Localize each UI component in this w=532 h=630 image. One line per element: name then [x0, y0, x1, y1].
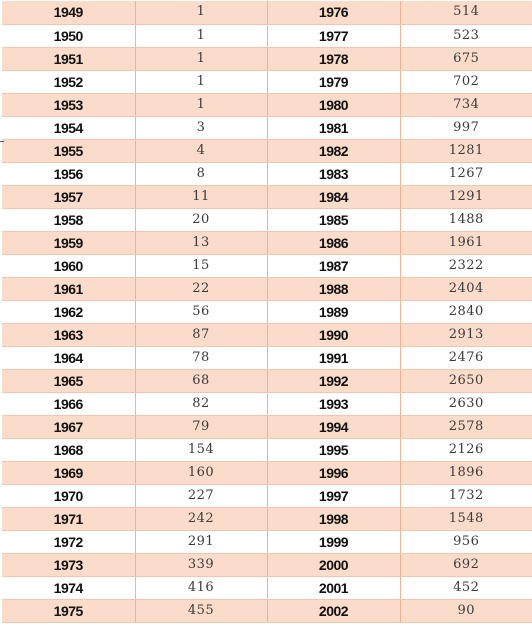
- year-cell-left: 1975: [2, 599, 135, 622]
- count-cell-left: 339: [135, 553, 267, 576]
- count-cell-right: 1961: [400, 231, 532, 254]
- count-cell-left: 4: [135, 139, 267, 162]
- year-cell-right: 1980: [267, 93, 400, 116]
- year-cell-right: 2000: [267, 553, 400, 576]
- year-cell-right: 1996: [267, 461, 400, 484]
- count-cell-left: 56: [135, 300, 267, 323]
- year-cell-right: 1998: [267, 507, 400, 530]
- year-cell-right: 1983: [267, 162, 400, 185]
- year-cell-left: 1958: [2, 208, 135, 231]
- year-cell-left: 1966: [2, 392, 135, 415]
- year-cell-right: 2001: [267, 576, 400, 599]
- count-cell-left: 242: [135, 507, 267, 530]
- year-cell-right: 1993: [267, 392, 400, 415]
- margin-tick-mark: [0, 141, 4, 142]
- year-cell-left: 1955: [2, 139, 135, 162]
- count-cell-right: 1548: [400, 507, 532, 530]
- year-cell-left: 1967: [2, 415, 135, 438]
- count-cell-right: 734: [400, 93, 532, 116]
- year-cell-right: 1999: [267, 530, 400, 553]
- count-cell-right: 1732: [400, 484, 532, 507]
- year-cell-right: 1989: [267, 300, 400, 323]
- count-cell-left: 3: [135, 116, 267, 139]
- year-cell-left: 1956: [2, 162, 135, 185]
- count-cell-left: 1: [135, 1, 267, 24]
- table-row: [2, 599, 532, 622]
- count-cell-right: 523: [400, 24, 532, 47]
- year-cell-right: 1982: [267, 139, 400, 162]
- year-cell-left: 1952: [2, 70, 135, 93]
- count-cell-left: 160: [135, 461, 267, 484]
- year-cell-left: 1953: [2, 93, 135, 116]
- table-row: [2, 139, 532, 162]
- count-cell-left: 22: [135, 277, 267, 300]
- count-cell-left: 1: [135, 24, 267, 47]
- count-cell-right: 675: [400, 47, 532, 70]
- table-row: [2, 484, 532, 507]
- year-cell-left: 1963: [2, 323, 135, 346]
- table-row: [2, 553, 532, 576]
- year-cell-right: 1991: [267, 346, 400, 369]
- year-cell-right: 1987: [267, 254, 400, 277]
- year-cell-right: 1994: [267, 415, 400, 438]
- table-row: [2, 415, 532, 438]
- year-cell-left: 1972: [2, 530, 135, 553]
- table-row: [2, 1, 532, 24]
- year-cell-left: 1957: [2, 185, 135, 208]
- table-row: [2, 346, 532, 369]
- table-row: [2, 47, 532, 70]
- count-cell-right: 702: [400, 70, 532, 93]
- year-cell-left: 1961: [2, 277, 135, 300]
- table-row: [2, 116, 532, 139]
- count-cell-right: 692: [400, 553, 532, 576]
- table-row: [2, 392, 532, 415]
- table-row: [2, 24, 532, 47]
- count-cell-right: 956: [400, 530, 532, 553]
- count-cell-right: 1896: [400, 461, 532, 484]
- year-cell-left: 1950: [2, 24, 135, 47]
- year-cell-left: 1965: [2, 369, 135, 392]
- count-cell-left: 8: [135, 162, 267, 185]
- count-cell-left: 87: [135, 323, 267, 346]
- count-cell-left: 291: [135, 530, 267, 553]
- count-cell-left: 154: [135, 438, 267, 461]
- table-row: [2, 507, 532, 530]
- year-cell-right: 1978: [267, 47, 400, 70]
- count-cell-left: 1: [135, 93, 267, 116]
- count-cell-right: 452: [400, 576, 532, 599]
- count-cell-left: 1: [135, 47, 267, 70]
- year-cell-right: 1976: [267, 1, 400, 24]
- year-cell-right: 1981: [267, 116, 400, 139]
- table-row: [2, 254, 532, 277]
- year-cell-left: 1969: [2, 461, 135, 484]
- year-cell-left: 1970: [2, 484, 135, 507]
- year-cell-left: 1968: [2, 438, 135, 461]
- year-cell-left: 1959: [2, 231, 135, 254]
- count-cell-right: 997: [400, 116, 532, 139]
- year-cell-left: 1949: [2, 1, 135, 24]
- count-cell-left: 68: [135, 369, 267, 392]
- year-cell-right: 1986: [267, 231, 400, 254]
- count-cell-left: 13: [135, 231, 267, 254]
- table-row: [2, 576, 532, 599]
- year-cell-right: 1988: [267, 277, 400, 300]
- year-cell-left: 1960: [2, 254, 135, 277]
- year-cell-left: 1973: [2, 553, 135, 576]
- count-cell-right: 2840: [400, 300, 532, 323]
- count-cell-left: 78: [135, 346, 267, 369]
- year-cell-left: 1971: [2, 507, 135, 530]
- year-cell-right: 1985: [267, 208, 400, 231]
- year-count-table-container: [2, 1, 530, 623]
- table-row: [2, 70, 532, 93]
- year-cell-right: 1984: [267, 185, 400, 208]
- table-row: [2, 300, 532, 323]
- table-row: [2, 93, 532, 116]
- count-cell-left: 15: [135, 254, 267, 277]
- count-cell-left: 11: [135, 185, 267, 208]
- table-row: [2, 438, 532, 461]
- count-cell-left: 20: [135, 208, 267, 231]
- year-cell-right: 1977: [267, 24, 400, 47]
- year-cell-right: 2002: [267, 599, 400, 622]
- table-row: [2, 461, 532, 484]
- table-body: [2, 1, 532, 622]
- count-cell-right: 2630: [400, 392, 532, 415]
- year-cell-right: 1995: [267, 438, 400, 461]
- count-cell-right: 2913: [400, 323, 532, 346]
- count-cell-right: 514: [400, 1, 532, 24]
- count-cell-right: 90: [400, 599, 532, 622]
- count-cell-right: 1291: [400, 185, 532, 208]
- count-cell-right: 1488: [400, 208, 532, 231]
- table-row: [2, 162, 532, 185]
- table-row: [2, 277, 532, 300]
- count-cell-right: 2404: [400, 277, 532, 300]
- table-row: [2, 323, 532, 346]
- count-cell-left: 416: [135, 576, 267, 599]
- count-cell-right: 2650: [400, 369, 532, 392]
- year-cell-left: 1951: [2, 47, 135, 70]
- count-cell-left: 227: [135, 484, 267, 507]
- table-row: [2, 208, 532, 231]
- year-count-table: [2, 1, 532, 623]
- count-cell-left: 79: [135, 415, 267, 438]
- year-cell-right: 1979: [267, 70, 400, 93]
- count-cell-right: 1267: [400, 162, 532, 185]
- count-cell-right: 1281: [400, 139, 532, 162]
- count-cell-right: 2126: [400, 438, 532, 461]
- year-cell-right: 1990: [267, 323, 400, 346]
- count-cell-left: 82: [135, 392, 267, 415]
- year-cell-left: 1962: [2, 300, 135, 323]
- count-cell-right: 2322: [400, 254, 532, 277]
- table-row: [2, 530, 532, 553]
- count-cell-right: 2476: [400, 346, 532, 369]
- year-cell-left: 1974: [2, 576, 135, 599]
- table-row: [2, 369, 532, 392]
- year-cell-right: 1997: [267, 484, 400, 507]
- year-cell-left: 1954: [2, 116, 135, 139]
- count-cell-left: 1: [135, 70, 267, 93]
- table-row: [2, 185, 532, 208]
- count-cell-right: 2578: [400, 415, 532, 438]
- year-cell-left: 1964: [2, 346, 135, 369]
- count-cell-left: 455: [135, 599, 267, 622]
- year-cell-right: 1992: [267, 369, 400, 392]
- table-row: [2, 231, 532, 254]
